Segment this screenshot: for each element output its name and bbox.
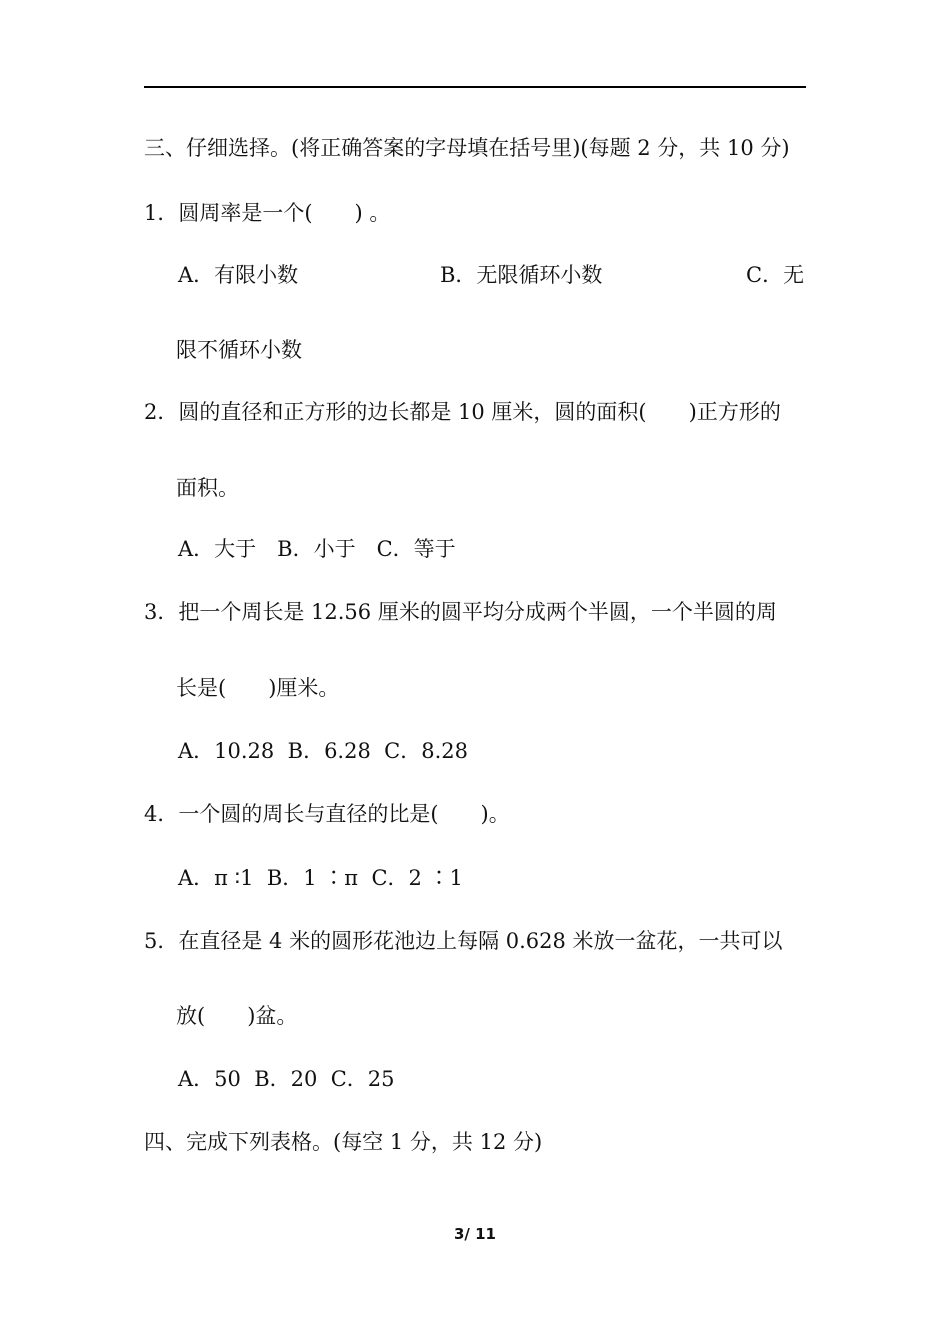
question-1-stem: 1．圆周率是一个( ) 。 [144,201,391,225]
question-1-option-a: A．有限小数 [178,263,299,287]
question-5-stem-continued: 放( )盆。 [176,1004,298,1028]
question-2-options: A．大于 B．小于 C．等于 [178,537,456,561]
question-5-stem: 5．在直径是 4 米的圆形花池边上每隔 0.628 米放一盆花，一共可以 [144,929,783,953]
question-3-options: A．10.28 B．6.28 C．8.28 [178,739,469,763]
question-2-stem-continued: 面积。 [176,476,239,500]
question-5-options: A．50 B．20 C．25 [178,1067,395,1091]
question-3-stem-continued: 长是( )厘米。 [176,676,340,700]
question-4-options: A．π ∶1 B．1 ∶π C．2 ∶1 [178,866,463,890]
question-1-option-c-continued: 限不循环小数 [176,338,302,362]
question-2-stem: 2．圆的直径和正方形的边长都是 10 厘米，圆的面积( )正方形的 [144,400,781,424]
page-number: 3/ 11 [453,1225,496,1243]
question-3-stem: 3．把一个周长是 12.56 厘米的圆平均分成两个半圆，一个半圆的周 [144,600,777,624]
question-1-option-c: C．无 [746,263,805,287]
question-1-option-b: B．无限循环小数 [440,263,603,287]
section-4-heading: 四、完成下列表格。(每空 1 分，共 12 分) [144,1130,543,1154]
header-rule [144,86,806,88]
question-4-stem: 4．一个圆的周长与直径的比是( )。 [144,802,510,826]
section-3-heading: 三、仔细选择。(将正确答案的字母填在括号里)(每题 2 分，共 10 分) [144,136,790,160]
